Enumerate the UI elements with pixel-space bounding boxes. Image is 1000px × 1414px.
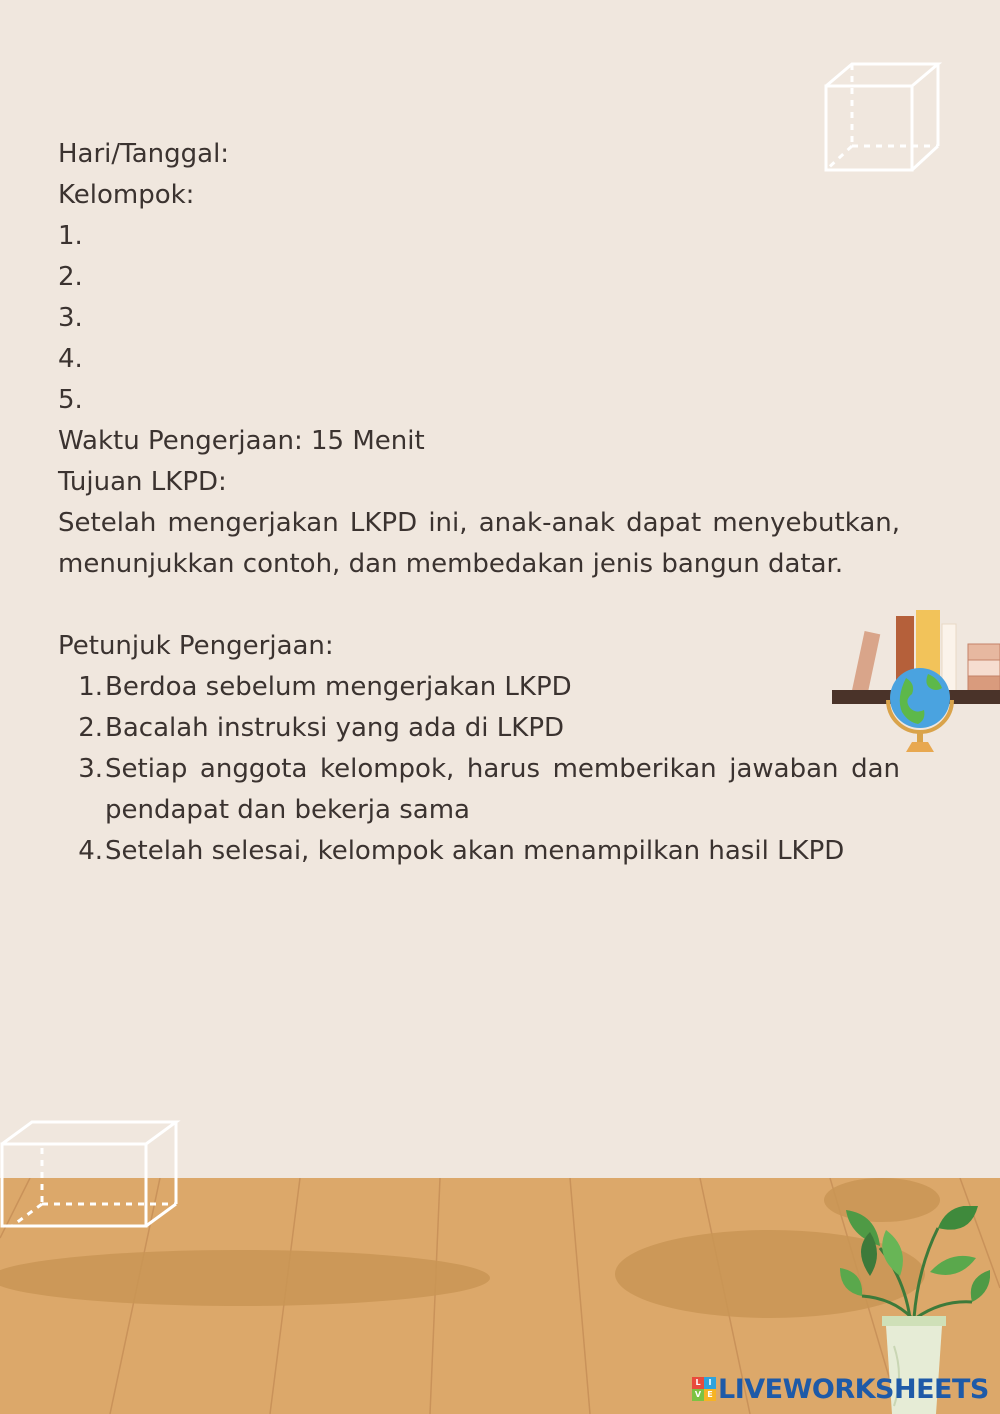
list-item bbox=[58, 708, 900, 749]
logo-letter: V bbox=[692, 1389, 704, 1401]
step-text: Setiap anggota kelompok, harus memberikan jawaban dan pendapat dan bekerja sama bbox=[105, 754, 900, 825]
spacer bbox=[58, 585, 900, 626]
step-text: Bacalah instruksi yang ada di LKPD bbox=[105, 713, 565, 743]
logo-letter: I bbox=[704, 1377, 716, 1389]
logo-letter: E bbox=[704, 1389, 716, 1401]
member-line-3: 3. bbox=[58, 303, 83, 333]
step-text: Berdoa sebelum mengerjakan LKPD bbox=[105, 672, 572, 702]
logo-letter: L bbox=[692, 1377, 704, 1389]
list-item bbox=[58, 749, 900, 831]
cuboid-outline-icon bbox=[0, 1118, 182, 1234]
time-label: Waktu Pengerjaan: 15 Menit bbox=[58, 426, 425, 456]
member-line-4: 4. bbox=[58, 344, 83, 374]
logo-text: LIVEWORKSHEETS bbox=[718, 1373, 989, 1405]
goal-text: Setelah mengerjakan LKPD ini, anak-anak dapat menyebutkan, menunjukkan contoh, dan membedakan jenis bangun datar. bbox=[58, 508, 900, 579]
step-number: 1. bbox=[78, 672, 103, 702]
instructions-list bbox=[58, 667, 900, 872]
instructions-title: Petunjuk Pengerjaan: bbox=[58, 631, 334, 661]
list-item bbox=[58, 831, 900, 872]
goal-label: Tujuan LKPD: bbox=[58, 467, 227, 497]
member-line-1: 1. bbox=[58, 221, 83, 251]
member-line-5: 5. bbox=[58, 385, 83, 415]
member-line-2: 2. bbox=[58, 262, 83, 292]
step-number: 2. bbox=[78, 713, 103, 743]
worksheet-text bbox=[58, 134, 900, 872]
group-label: Kelompok: bbox=[58, 180, 195, 210]
liveworksheets-logo[interactable] bbox=[692, 1372, 989, 1406]
step-number: 3. bbox=[78, 754, 103, 784]
logo-mark-icon bbox=[692, 1377, 716, 1401]
date-label: Hari/Tanggal: bbox=[58, 139, 230, 169]
step-text: Setelah selesai, kelompok akan menampilkan hasil LKPD bbox=[105, 836, 845, 866]
step-number: 4. bbox=[78, 836, 103, 866]
list-item bbox=[58, 667, 900, 708]
